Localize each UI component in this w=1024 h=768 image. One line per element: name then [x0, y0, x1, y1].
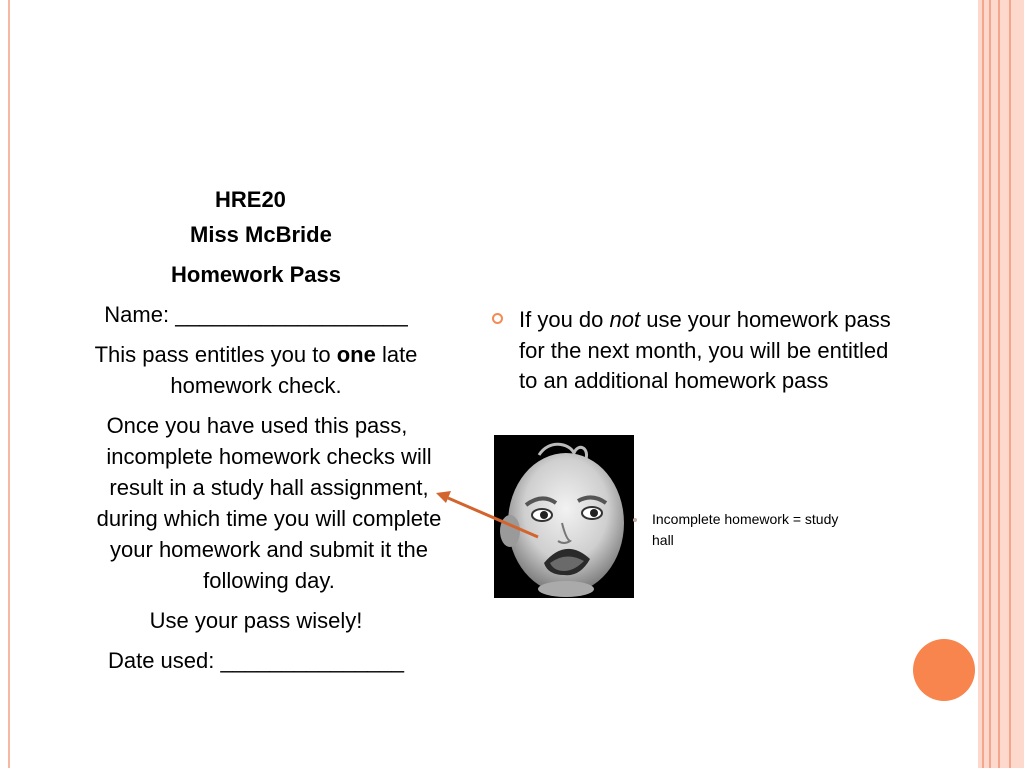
bullet-text [519, 305, 892, 397]
bullet-emphasis: not [609, 307, 641, 332]
right-frame-band [978, 0, 1024, 768]
right-frame-line [989, 0, 991, 768]
course-code: HRE20 [215, 187, 286, 212]
date-used-line: Date used: _______________ [107, 648, 405, 673]
sub-bullet-text: Incomplete homework = study hall [652, 511, 839, 548]
decorative-circle [913, 639, 975, 701]
pass-title: Homework Pass [171, 262, 341, 287]
ring-bullet-icon [492, 313, 503, 324]
baby-face-icon [494, 435, 634, 598]
bullet-item [492, 305, 892, 397]
use-wisely-text: Use your pass wisely! [149, 608, 363, 633]
left-frame-line [8, 0, 10, 768]
entitles-text-start: This pass entitles you to [94, 342, 337, 367]
dot-bullet-icon [633, 518, 637, 522]
bullet-text-end: use your homework pass for the next month, you will be entitled to an additional homework pass [519, 307, 891, 393]
entitles-text [58, 339, 454, 401]
entitles-text-end: late homework check. [170, 342, 418, 398]
right-frame-line [982, 0, 984, 768]
bullet-text-start: If you do [519, 307, 610, 332]
homework-pass-card [58, 184, 454, 676]
teacher-name: Miss McBride [190, 222, 332, 247]
entitles-emphasis: one [336, 342, 376, 367]
once-used-text: Once you have used this pass, incomplete homework checks will result in a study hall assignment, during which time you will complete your homework and submit it the following day. [96, 413, 442, 593]
right-frame-line [1009, 0, 1011, 768]
crying-baby-photo [494, 435, 634, 598]
right-frame-line [998, 0, 1000, 768]
name-line: Name: ___________________ [104, 302, 408, 327]
sub-bullet-item [633, 509, 843, 551]
